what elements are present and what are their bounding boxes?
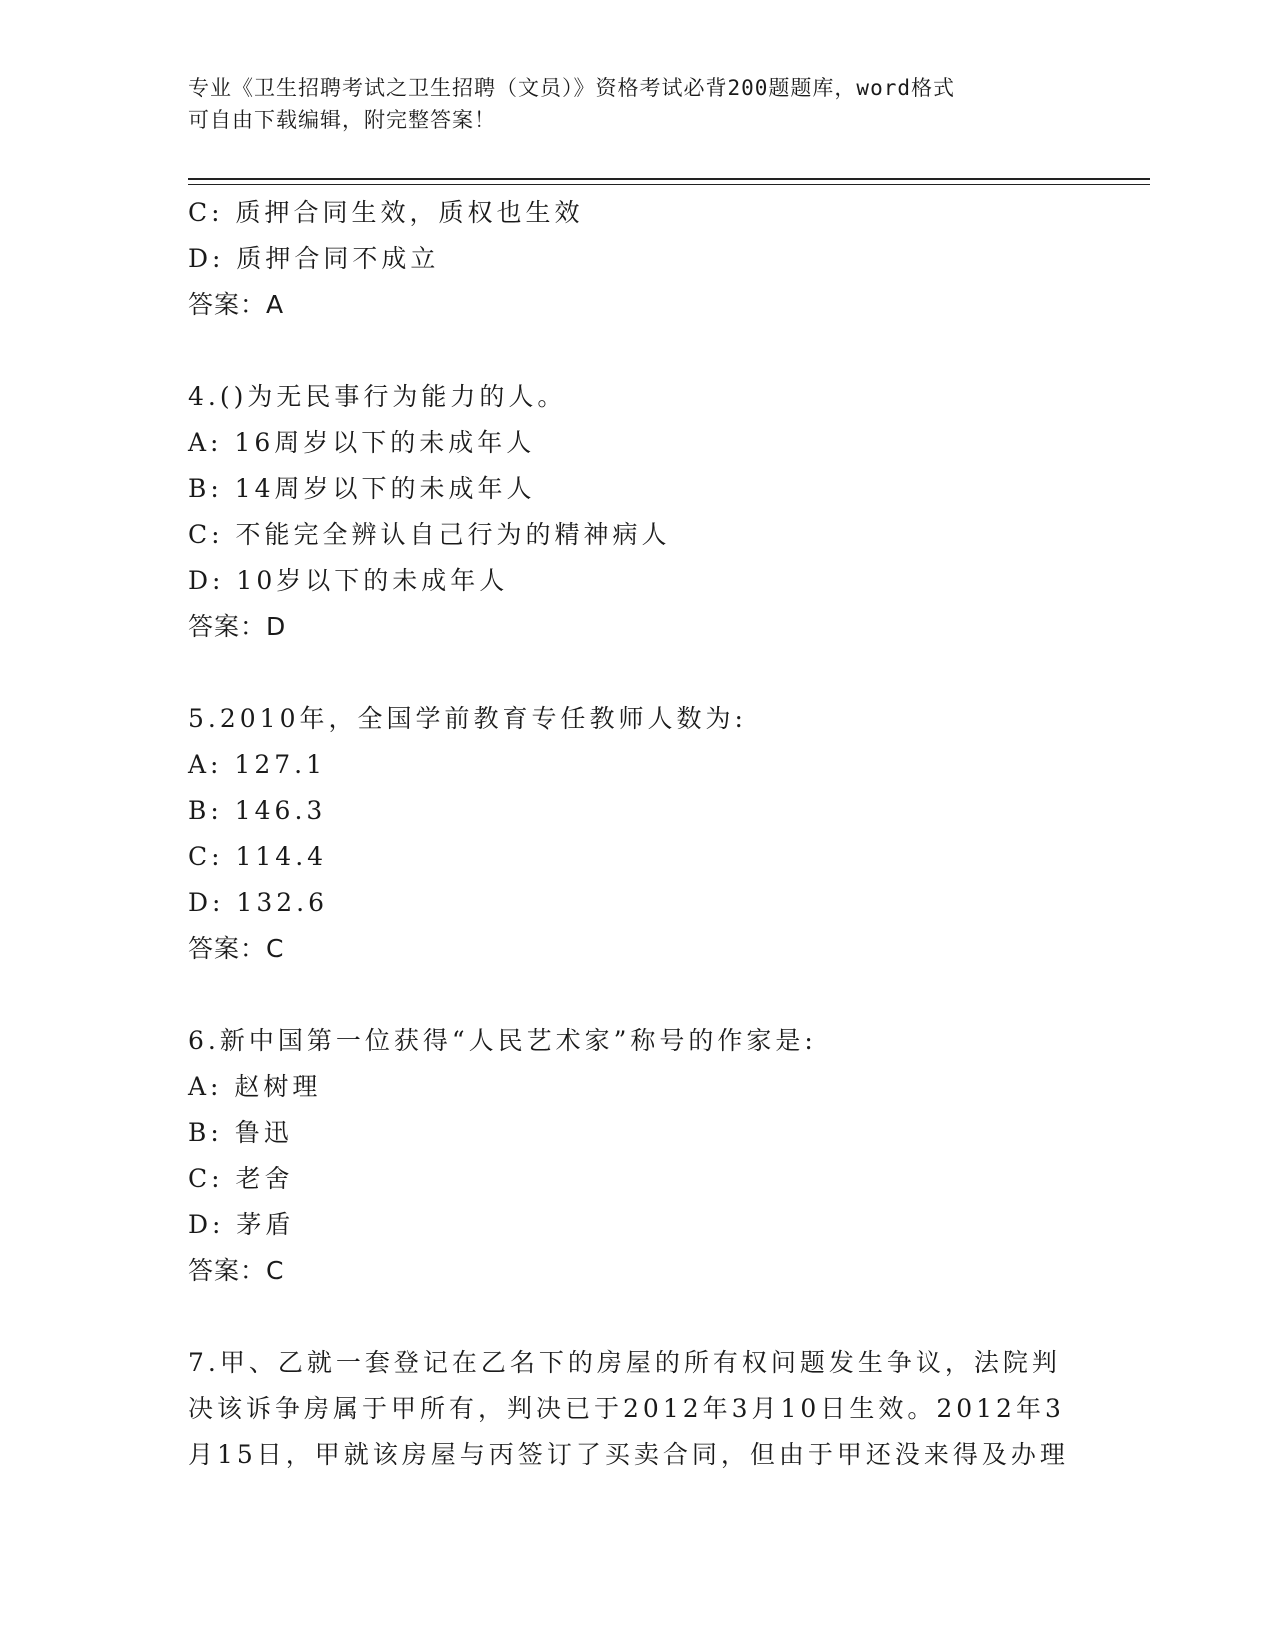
option-d: D: 132.6 — [188, 888, 328, 917]
question-stem: 6.新中国第一位获得“人民艺术家”称号的作家是: — [188, 1026, 817, 1055]
question-stem: 4.()为无民事行为能力的人。 — [188, 382, 567, 411]
question-4 — [188, 374, 1088, 650]
option-a: A: 赵树理 — [188, 1072, 322, 1101]
question-stem-line-3: 月15日，甲就该房屋与丙签订了买卖合同，但由于甲还没来得及办理 — [188, 1440, 1069, 1469]
question-3 — [188, 190, 1088, 328]
answer: 答案：A — [188, 290, 285, 319]
header-rule-thick — [188, 178, 1150, 180]
header-rule-thin — [188, 184, 1150, 185]
answer: 答案：C — [188, 1256, 285, 1285]
answer: 答案：C — [188, 934, 285, 963]
answer: 答案：D — [188, 612, 287, 641]
question-7 — [188, 1340, 1088, 1478]
option-b: B: 14周岁以下的未成年人 — [188, 474, 536, 503]
option-c: C: 质押合同生效，质权也生效 — [188, 198, 584, 227]
option-a: A: 16周岁以下的未成年人 — [188, 428, 536, 457]
header-line-1: 专业《卫生招聘考试之卫生招聘（文员）》资格考试必背200题题库，word格式 — [188, 76, 955, 100]
option-c: C: 不能完全辨认自己行为的精神病人 — [188, 520, 671, 549]
question-6 — [188, 1018, 1088, 1294]
option-c: C: 老舍 — [188, 1164, 294, 1193]
option-d: D: 茅盾 — [188, 1210, 295, 1239]
question-stem-line-2: 决该诉争房属于甲所有，判决已于2012年3月10日生效。2012年3 — [188, 1394, 1065, 1423]
question-stem: 5.2010年，全国学前教育专任教师人数为: — [188, 704, 747, 733]
document-header — [188, 72, 1088, 136]
question-list — [188, 190, 1088, 1478]
option-b: B: 鲁迅 — [188, 1118, 293, 1147]
option-c: C: 114.4 — [188, 842, 328, 871]
option-d: D: 10岁以下的未成年人 — [188, 566, 509, 595]
option-d: D: 质押合同不成立 — [188, 244, 440, 273]
header-line-2: 可自由下载编辑，附完整答案！ — [188, 108, 496, 132]
option-a: A: 127.1 — [188, 750, 326, 779]
question-5 — [188, 696, 1088, 972]
question-stem-line-1: 7.甲、乙就一套登记在乙名下的房屋的所有权问题发生争议，法院判 — [188, 1348, 1061, 1377]
option-b: B: 146.3 — [188, 796, 327, 825]
